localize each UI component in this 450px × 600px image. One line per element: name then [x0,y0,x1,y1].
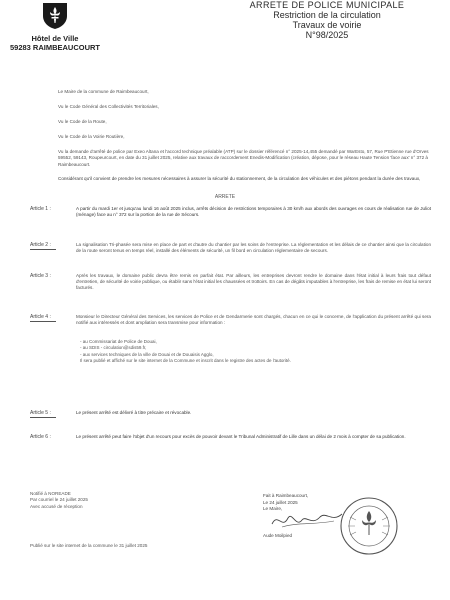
signature-date: Le 24 juillet 2025 [263,499,298,505]
article-label: Article 3 : [30,273,51,279]
article-text: Le présent arrêté peut faire l'objet d'un recours pour excès de pouvoir devant le Tribunal Administratif de Lille dans un délai de 2 mois à compter de sa publication. [76,434,406,439]
article-label: Article 1 : [30,206,51,212]
considering-paragraph: Considérant qu'il convient de prendre les mesures nécessaires à assurer la sécurité du stationnement, de la circulation des véhicules et des piétons pendant la durée des travaux, [58,176,421,181]
signature-role: Le Maire, [263,506,283,511]
handwritten-signature-icon [268,508,348,532]
article-text: La signalisation Tri-phasée sera mise en place de part et d'autre du chantier par les soins de l'entreprise. La réglementation et les délais de ce chantier ainsi que la circulation de la route seront tenus en temps réel, installé des éléments de sécurité, un fil bord en circulation réglementaire de secours. [76,242,431,254]
decree-subject: Restriction de la circulation [273,10,381,20]
town-hall-address: 59283 RAIMBEAUCOURT [9,43,101,52]
article-text: Monsieur le Directeur Général des Services, les services de Police et de Gendarmerie sont chargés, chacun en ce qui le concerne, de l'application du présent arrêté qui sera notifié aux intéressés et dont ampliation sera transmise pour information : [76,314,431,326]
official-seal-icon [338,495,400,557]
decree-number: N°98/2025 [305,30,349,40]
decree-subject-detail: Travaux de voirie [292,20,362,30]
town-hall-block [0,34,110,52]
list-item: - au SDIS - circulation@sdis59.fr, [80,345,147,351]
decree-title-block [232,0,422,40]
list-item: - aux services techniques de la ville de Douai et de Douaisis Agglo, [80,351,214,357]
mayor-line: Le Maire de la commune de Raimbeaucourt, [58,89,149,94]
article-label: Article 5 : [30,410,72,418]
notified-by-line: Par courriel le 24 juillet 2025 [30,497,88,503]
town-hall-name: Hôtel de Ville [31,34,79,43]
list-item: Il sera publié et affiché sur le site internet de la Commune et inscrit dans le registre des actes de l'autorité. [80,357,291,363]
visa-line: Vu le Code Général des Collectivités Territoriales, [58,104,159,109]
signature-place: Fait à Raimbeaucourt, [263,493,309,498]
article-label: Article 6 : [30,434,51,440]
notification-block [30,491,150,510]
article-label: Article 2 : [30,242,72,250]
article-label: Article 4 : [30,314,72,322]
arrete-heading: ARRETE [214,194,236,200]
receipt-line: Avec accusé de réception [30,503,83,509]
visa-line: Vu le Code de la Route, [58,119,107,124]
signature-name: Aude Moilpied [263,532,293,538]
decree-title: ARRETE DE POLICE MUNICIPALE [249,0,405,10]
publication-line: Publié sur le site internet de la commune le 31 juillet 2025 [30,543,148,548]
article-text: A partir du mardi 1er et jusqu'au lundi 16 août 2025 inclus, arrêts décision de restrictions temporaires à 30 km/h aux abords des ouvrages en cours de réalisation rue de Juliot (ménage) face au n° 372 sur la portion de la rue de Sécours. [76,206,431,218]
visa-request-paragraph: Vu la demande d'arrêté de police par Exeo Altana et l'accord technique préalable (ATP) sur le dossier référencé n° 2025-14,455 demandé par WarEsto, 57, Rue P'Etienne rue d'Orves 59552, 59143, Roupeurcourt, en date du 31 juillet 2025, relative aux travaux de raccordement Enedis-Modification (création, dépose, pour le réseau Haute Tension 'face aux' n° 372 à Raimbeaucourt. [58,149,429,167]
article-text: Après les travaux, le domaine public devra être remis en parfait état. Par ailleurs, les entreprises devront rendre le domaine dans l'état initial à leurs frais tout défaut d'entretien, de sécurité de voirie publique, ou établir sans l'état initial les chaussées et trottoirs. En cas de dégâts imputables à l'entreprise, les frais de remise en état lui seront facturés. [76,273,431,291]
recipient-list [80,339,420,364]
visa-line: Vu le Code de la Voirie Routière, [58,134,125,139]
notified-line: Notifié à NOREADE [30,491,71,496]
coat-of-arms-icon [41,2,69,30]
list-item: - au Commissariat de Police de Douai, [80,339,157,344]
article-text: Le présent arrêté est délivré à titre précaire et révocable. [76,410,192,415]
